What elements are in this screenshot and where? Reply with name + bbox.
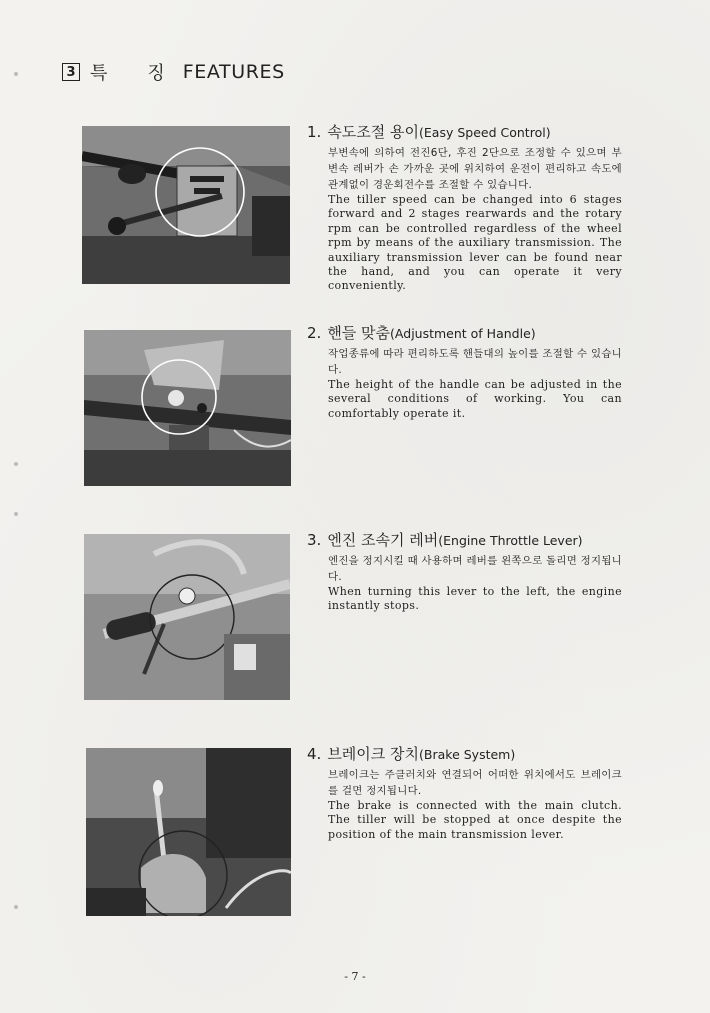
header-title-en: FEATURES — [182, 61, 285, 83]
feature-title-ko: 엔진 조속기 레버 — [327, 531, 439, 549]
feature-body-ko: 브레이크는 주클러치와 연결되어 어떠한 위치에서도 브레이크를 걸면 정지됩니다. — [328, 769, 622, 797]
photo-brake-system — [86, 748, 291, 916]
header-title-ko-2: 징 — [147, 63, 165, 84]
feature-title — [307, 530, 622, 551]
feature-number: 4. — [307, 745, 322, 763]
feature-body-ko: 부변속에 의하여 전진6단, 후진 2단으로 조정할 수 있으며 부변속 레버가 손 가까운 곳에 위치하여 운전이 편리하고 속도에 관계없이 경운회전수를 조절할 수 있습니다. — [328, 147, 622, 191]
section-header — [62, 60, 285, 84]
feature-handle-adjustment — [307, 323, 622, 421]
feature-title-en: (Easy Speed Control) — [419, 125, 551, 140]
feature-body-ko: 작업종류에 따라 편리하도록 핸들대의 높이를 조절할 수 있습니다. — [328, 348, 622, 376]
feature-title-ko: 핸들 맞춤 — [327, 324, 391, 342]
page-number: - 7 - — [344, 970, 366, 983]
feature-title-ko: 브레이크 장치 — [327, 745, 420, 763]
feature-body-en: The brake is connected with the main clutch. The tiller will be stopped at once despite the position of the main transmission lever. — [328, 799, 622, 841]
punch-hole — [14, 72, 18, 76]
feature-title-ko: 속도조절 용이 — [327, 123, 420, 141]
photo-handle-adjustment — [84, 330, 291, 486]
feature-body-ko: 엔진을 정지시킬 때 사용하며 레버를 왼쪽으로 돌리면 정지됩니다. — [328, 555, 622, 583]
feature-body-en: When turning this lever to the left, the engine instantly stops. — [328, 585, 622, 613]
feature-number: 3. — [307, 531, 322, 549]
feature-throttle-lever — [307, 530, 622, 614]
photo-speed-control — [82, 126, 290, 284]
section-number-box: 3 — [62, 63, 80, 81]
feature-brake-system — [307, 744, 622, 842]
feature-number: 2. — [307, 324, 322, 342]
feature-title — [307, 744, 622, 765]
feature-number: 1. — [307, 123, 322, 141]
punch-hole — [14, 512, 18, 516]
photo-throttle-lever — [84, 534, 290, 700]
feature-title — [307, 122, 622, 143]
header-title-ko-1: 특 — [90, 63, 108, 84]
feature-title-en: (Adjustment of Handle) — [390, 326, 536, 341]
feature-title-en: (Brake System) — [419, 747, 516, 762]
feature-title-en: (Engine Throttle Lever) — [438, 533, 583, 548]
feature-body-en: The tiller speed can be changed into 6 stages forward and 2 stages rearwards and the rotary rpm can be controlled regardless of the wheel rpm by means of the auxiliary transmission. The auxiliary transmission lever can be found near the hand, and you can operate it very conveniently. — [328, 193, 622, 293]
punch-hole — [14, 905, 18, 909]
feature-title — [307, 323, 622, 344]
punch-hole — [14, 462, 18, 466]
feature-body-en: The height of the handle can be adjusted in the several conditions of working. You can comfortably operate it. — [328, 378, 622, 420]
feature-speed-control — [307, 122, 622, 294]
